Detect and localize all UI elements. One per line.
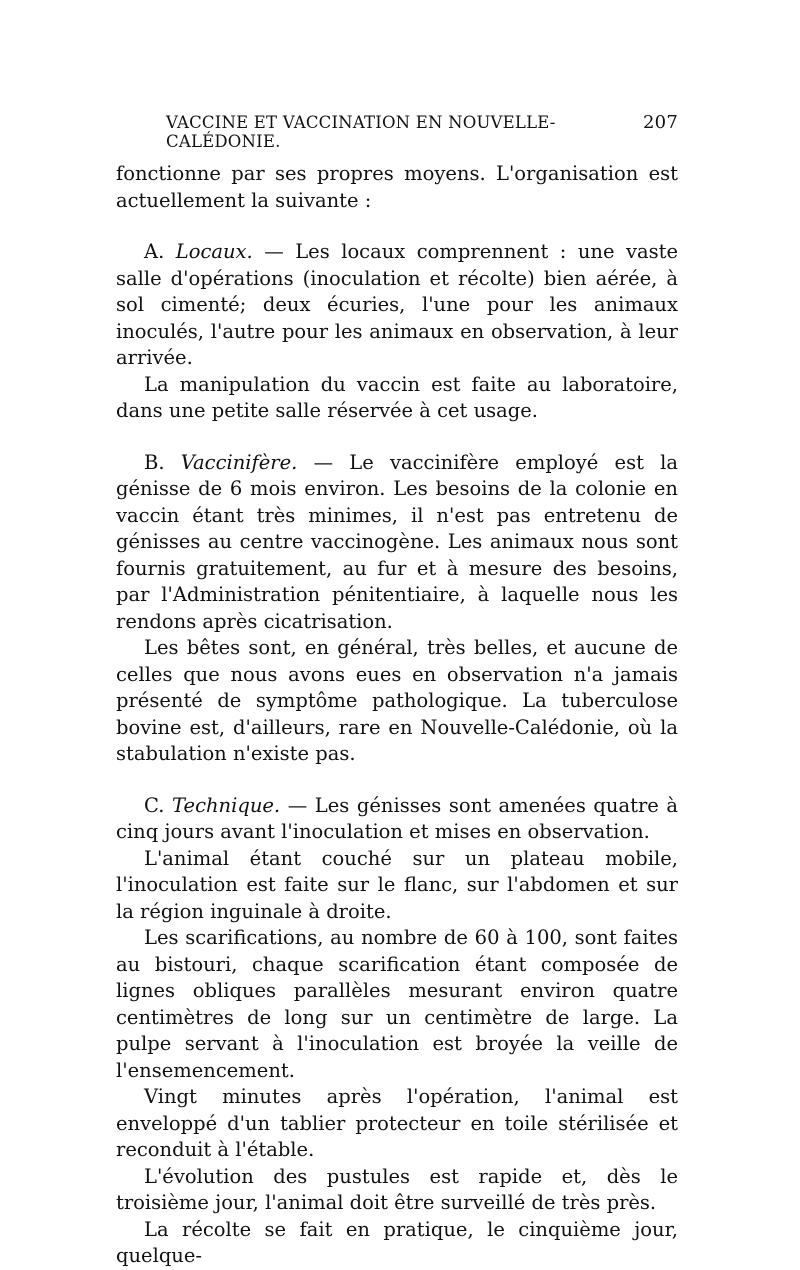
section-c-paragraph-4: Vingt minutes après l'opération, l'animal est enveloppé d'un tablier protecteur en toile stérilisée et reconduit à l'étable. bbox=[116, 1085, 678, 1161]
section-b-label: Vaccinifère. bbox=[180, 450, 298, 474]
running-header bbox=[116, 112, 678, 151]
running-title: VACCINE ET VACCINATION EN NOUVELLE-CALÉDONIE. bbox=[166, 113, 556, 151]
section-a-paragraph bbox=[116, 239, 678, 372]
section-c-label: Technique. bbox=[172, 793, 281, 817]
section-b-marker: B. bbox=[144, 450, 165, 474]
section-c-text: — Les génisses sont amenées quatre à cinq jours avant l'inoculation et mises en observation. bbox=[116, 793, 679, 843]
section-gap bbox=[116, 425, 678, 450]
section-c-paragraph-6: La récolte se fait en pratique, le cinquième jour, quelque- bbox=[116, 1217, 678, 1267]
section-gap bbox=[116, 214, 678, 239]
section-a-text: — Les locaux comprennent : une vaste salle d'opérations (inoculation et récolte) bien aérée, à sol cimenté; deux écuries, l'une pour les animaux inoculés, l'autre pour les animaux en observation, à leur arrivée. bbox=[116, 240, 678, 369]
section-b-paragraph bbox=[116, 450, 678, 636]
section-c-marker: C. bbox=[144, 793, 165, 817]
page-number: 207 bbox=[643, 112, 678, 133]
book-page bbox=[116, 112, 678, 1270]
section-a-paragraph-2: La manipulation du vaccin est faite au laboratoire, dans une petite salle réservée à cet usage. bbox=[116, 372, 678, 422]
section-b-text: — Le vaccinifère employé est la génisse de 6 mois environ. Les besoins de la colonie en vaccin étant très minimes, il n'est pas entretenu de génisses au centre vaccinogène. Les animaux nous sont fournis gratuitement, au fur et à mesure des besoins, par l'Administration pénitentiaire, à laquelle nous les rendons après cicatrisation. bbox=[116, 450, 678, 633]
section-a-marker: A. bbox=[144, 240, 165, 263]
section-gap bbox=[116, 768, 678, 793]
section-b-paragraph-2: Les bêtes sont, en général, très belles, et aucune de celles que nous avons eues en observation n'a jamais présenté de symptôme pathologique. La tuberculose bovine est, d'ailleurs, rare en Nouvelle-Calédonie, où la stabulation n'existe pas. bbox=[116, 636, 678, 765]
section-a-label: Locaux. bbox=[175, 240, 253, 263]
section-c-paragraph-5: L'évolution des pustules est rapide et, dès le troisième jour, l'animal doit être surveillé de très près. bbox=[116, 1164, 678, 1214]
intro-paragraph: fonctionne par ses propres moyens. L'organisation est actuellement la suivante : bbox=[116, 162, 678, 212]
section-c-paragraph bbox=[116, 793, 678, 846]
section-c-paragraph-3: Les scarifications, au nombre de 60 à 100, sont faites au bistouri, chaque scarification étant composée de lignes obliques parallèles mesurant environ quatre centimètres de long sur un centimètre de large. La pulpe servant à l'inoculation est broyée la veille de l'ensemencement. bbox=[116, 926, 678, 1082]
section-c-paragraph-2: L'animal étant couché sur un plateau mobile, l'inoculation est faite sur le flanc, sur l'abdomen et sur la région inguinale à droite. bbox=[116, 846, 678, 923]
